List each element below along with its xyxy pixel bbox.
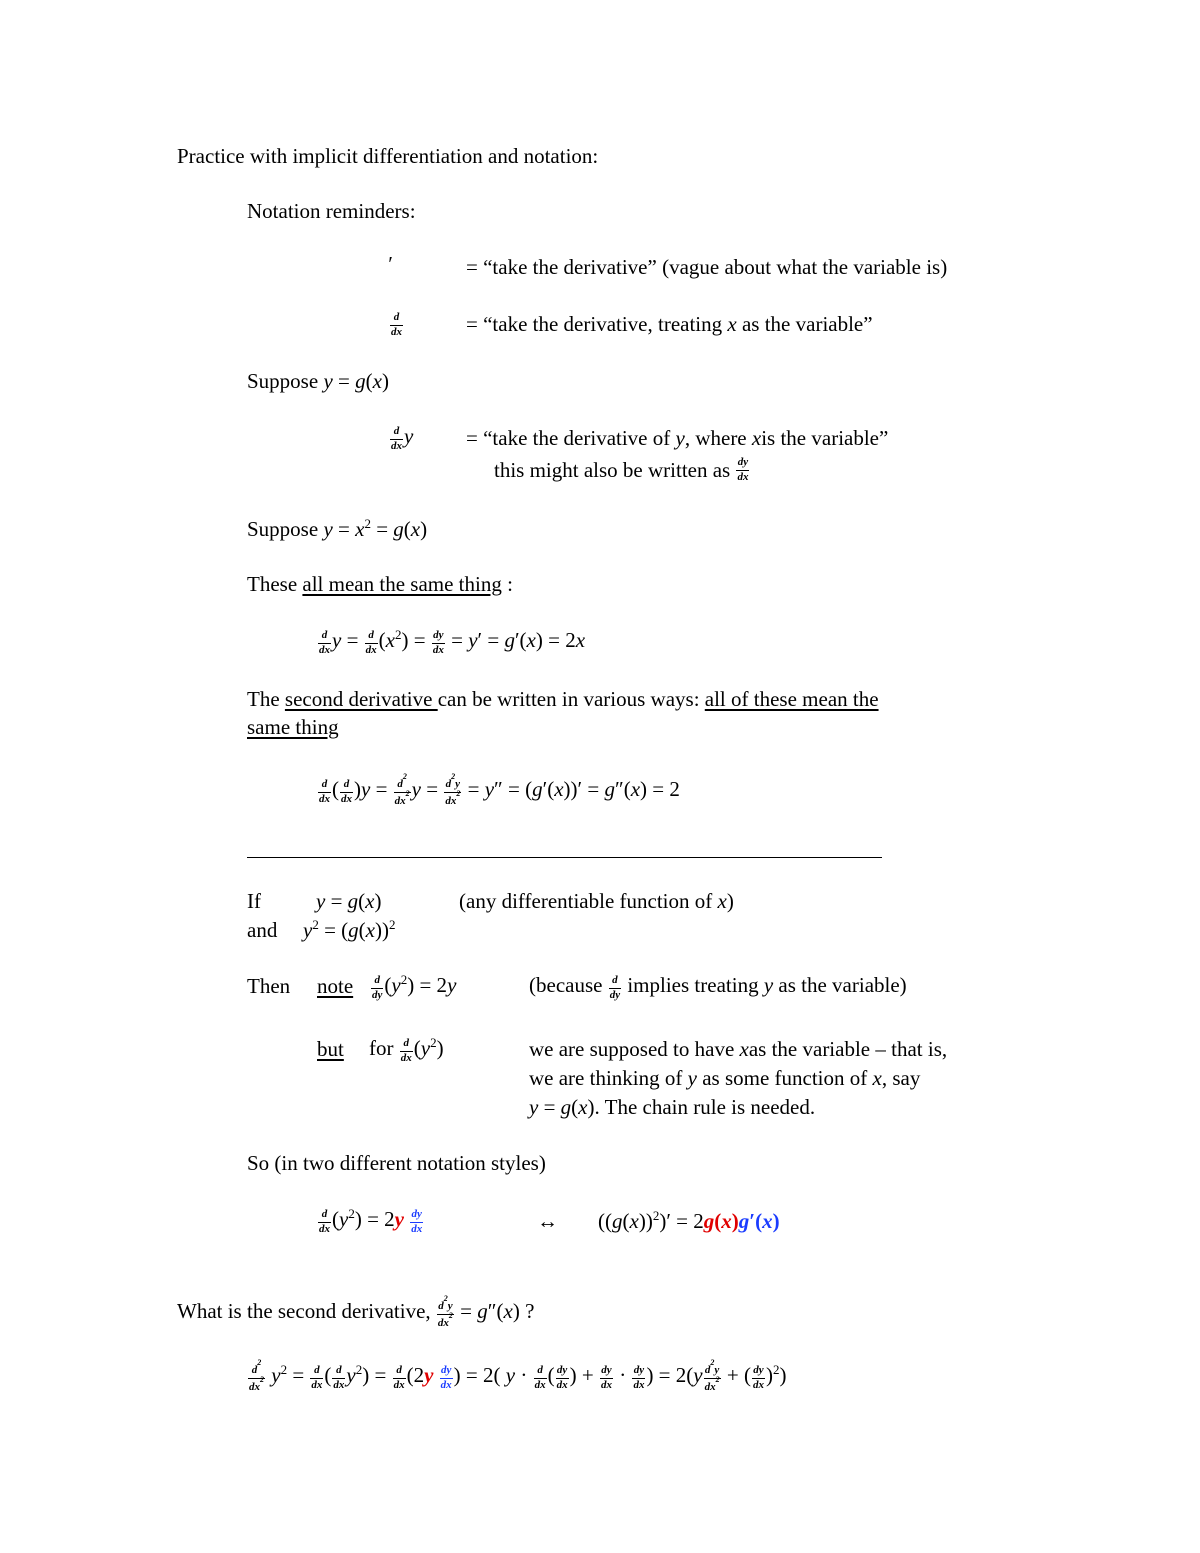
but-word: but xyxy=(317,1037,344,1061)
page-title: Practice with implicit differentiation and notation: xyxy=(177,144,599,168)
also-written-as: this might also be written as $\frac{dy}{dx}$ xyxy=(494,456,749,483)
ddx-y-meaning: = “take the derivative of y, where xis the variable” xyxy=(466,426,889,450)
any-differentiable-note: (any differentiable function of x) xyxy=(459,889,734,913)
and-word: and xyxy=(247,918,278,942)
second-derivative-question: What is the second derivative, $\frac{d^2y}{dx^2}$ = g″(x) ? xyxy=(177,1294,535,1329)
second-derivative-equivalences: $\frac{d}{dx}$ ( $\frac{d}{dx}$ )y = $\frac{d^2}{dx^2}$ y = $\frac{d^2y}{dx^2}$ = y″ = (g′(x))′ = g″(x) = 2 xyxy=(319,772,680,807)
second-derivative-text: The second derivative can be written in various ways: all of these mean the xyxy=(247,687,879,711)
then-word: Then xyxy=(247,974,291,998)
ddx-operator: $\frac{d}{dx}$ xyxy=(391,311,402,338)
so-line: So (in two different notation styles) xyxy=(247,1151,546,1175)
if-word: If xyxy=(247,889,261,913)
chain-rule-prime: $((g(x))^2)' = 2g(x)g'(x)$ xyxy=(598,1208,780,1233)
equivalence-arrow: ↔ xyxy=(537,1209,558,1233)
ddy-y-squared: $\frac{d}{dy}$ $(y^2) = 2y$ xyxy=(372,971,457,1001)
ddx-y-expression: $\frac{d}{dx}$ y xyxy=(391,423,414,452)
note-word: note xyxy=(317,974,354,998)
supposed-line-2: we are thinking of y as some function of x, say xyxy=(529,1066,921,1090)
supposed-line-1: we are supposed to have xas the variable – that is, xyxy=(529,1037,948,1061)
because-note: (because $\frac{d}{dy}$ implies treating y as the variable) xyxy=(529,972,907,1001)
prime-symbol: ′ xyxy=(387,252,392,276)
supposed-line-3: y = g(x). The chain rule is needed. xyxy=(529,1095,816,1119)
and-equation: $y^2 = (g(x))^2$ xyxy=(303,917,396,942)
ddx-meaning: = “take the derivative, treating x as the variable” xyxy=(466,312,873,336)
first-derivative-equivalences: $\frac{d}{dx}$ y = $\frac{d}{dx}$ $(x^2)$ = $\frac{dy}{dx}$ = y′ = g′(x) = 2x xyxy=(319,626,586,656)
if-equation: y = g(x) xyxy=(316,889,382,913)
all-mean-same-line: These all mean the same thing : xyxy=(247,572,513,596)
section-divider xyxy=(247,857,882,858)
notation-heading: Notation reminders: xyxy=(247,199,416,223)
second-derivative-computation: $\frac{d^2}{dx^2}$ $y^2$ = $\frac{d}{dx}$ ( $\frac{d}{dx}$ $y^2$) = $\frac{d}{dx}$ (2y $\frac{dy}{dx}$ ) = 2( y · $\frac{d}{dx}$ ( $\frac{dy}{dx}$ ) + $\frac{dy}{dx}$ · $\frac{dy}{dx}$ ) = 2(y $\frac{d^2y}{dx^2}$ + ( $\frac{dy}{dx}$ )$^2$) xyxy=(249,1358,787,1393)
for-ddx-y-squared: for $\frac{d}{dx}$ $(y^2)$ xyxy=(369,1034,444,1064)
suppose-y-equals-g: Suppose y = g(x) xyxy=(247,369,389,393)
second-derivative-text-cont: same thing xyxy=(247,715,339,739)
chain-rule-leibniz: $\frac{d}{dx}$ $(y^2) = 2y$ $\frac{dy}{dx}$ xyxy=(319,1205,423,1235)
suppose-y-equals-x-squared: Suppose $y = x^2 = g(x)$ xyxy=(247,516,428,541)
prime-meaning: = “take the derivative” (vague about what the variable is) xyxy=(466,255,948,279)
